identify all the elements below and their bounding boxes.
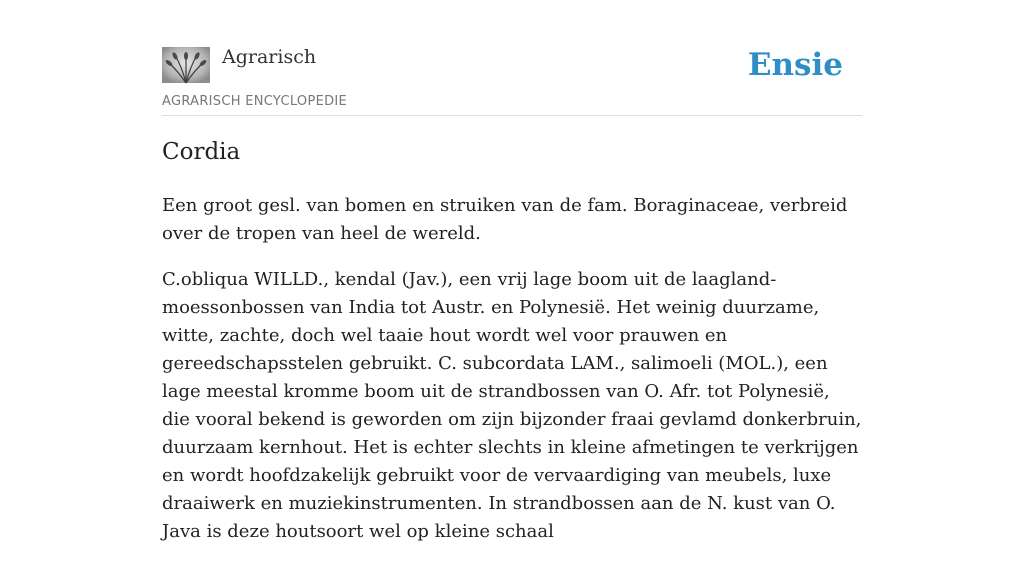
entry-title: Cordia [162, 139, 241, 165]
entry-body [162, 192, 862, 564]
page-container [162, 0, 862, 542]
source-subtitle: AGRARISCH ENCYCLOPEDIE [162, 94, 348, 109]
entry-paragraph: Een groot gesl. van bomen en struiken van de fam. Boraginaceae, verbreid over de tropen van heel de wereld. [162, 195, 848, 244]
source-title[interactable]: Agrarisch [222, 46, 317, 68]
wheat-logo-icon[interactable] [162, 47, 210, 83]
entry-paragraph: C.obliqua WILLD., kendal (Jav.), een vrij lage boom uit de laagland-moessonbossen van India tot Austr. en Polynesië. Het weinig duurzame, witte, zachte, doch wel taaie hout wordt wel voor prauwen en gereedschapsstelen gebruikt. C. subcordata LAM., salimoeli (MOL.), een lage meestal kromme boom uit de strandbossen van O. Afr. tot Polynesië, die vooral bekend is geworden om zijn bijzonder fraai gevlamd donkerbruin, duurzaam kernhout. Het is echter slechts in kleine afmetingen te verkrijgen en wordt hoofdzakelijk gebruikt voor de vervaardiging van meubels, luxe draaiwerk en muziekinstrumenten. In strandbossen aan de N. kust van O. Java is deze houtsoort wel op kleine schaal [162, 269, 862, 542]
header [162, 0, 862, 116]
ensie-brand-link[interactable]: Ensie [747, 47, 843, 83]
